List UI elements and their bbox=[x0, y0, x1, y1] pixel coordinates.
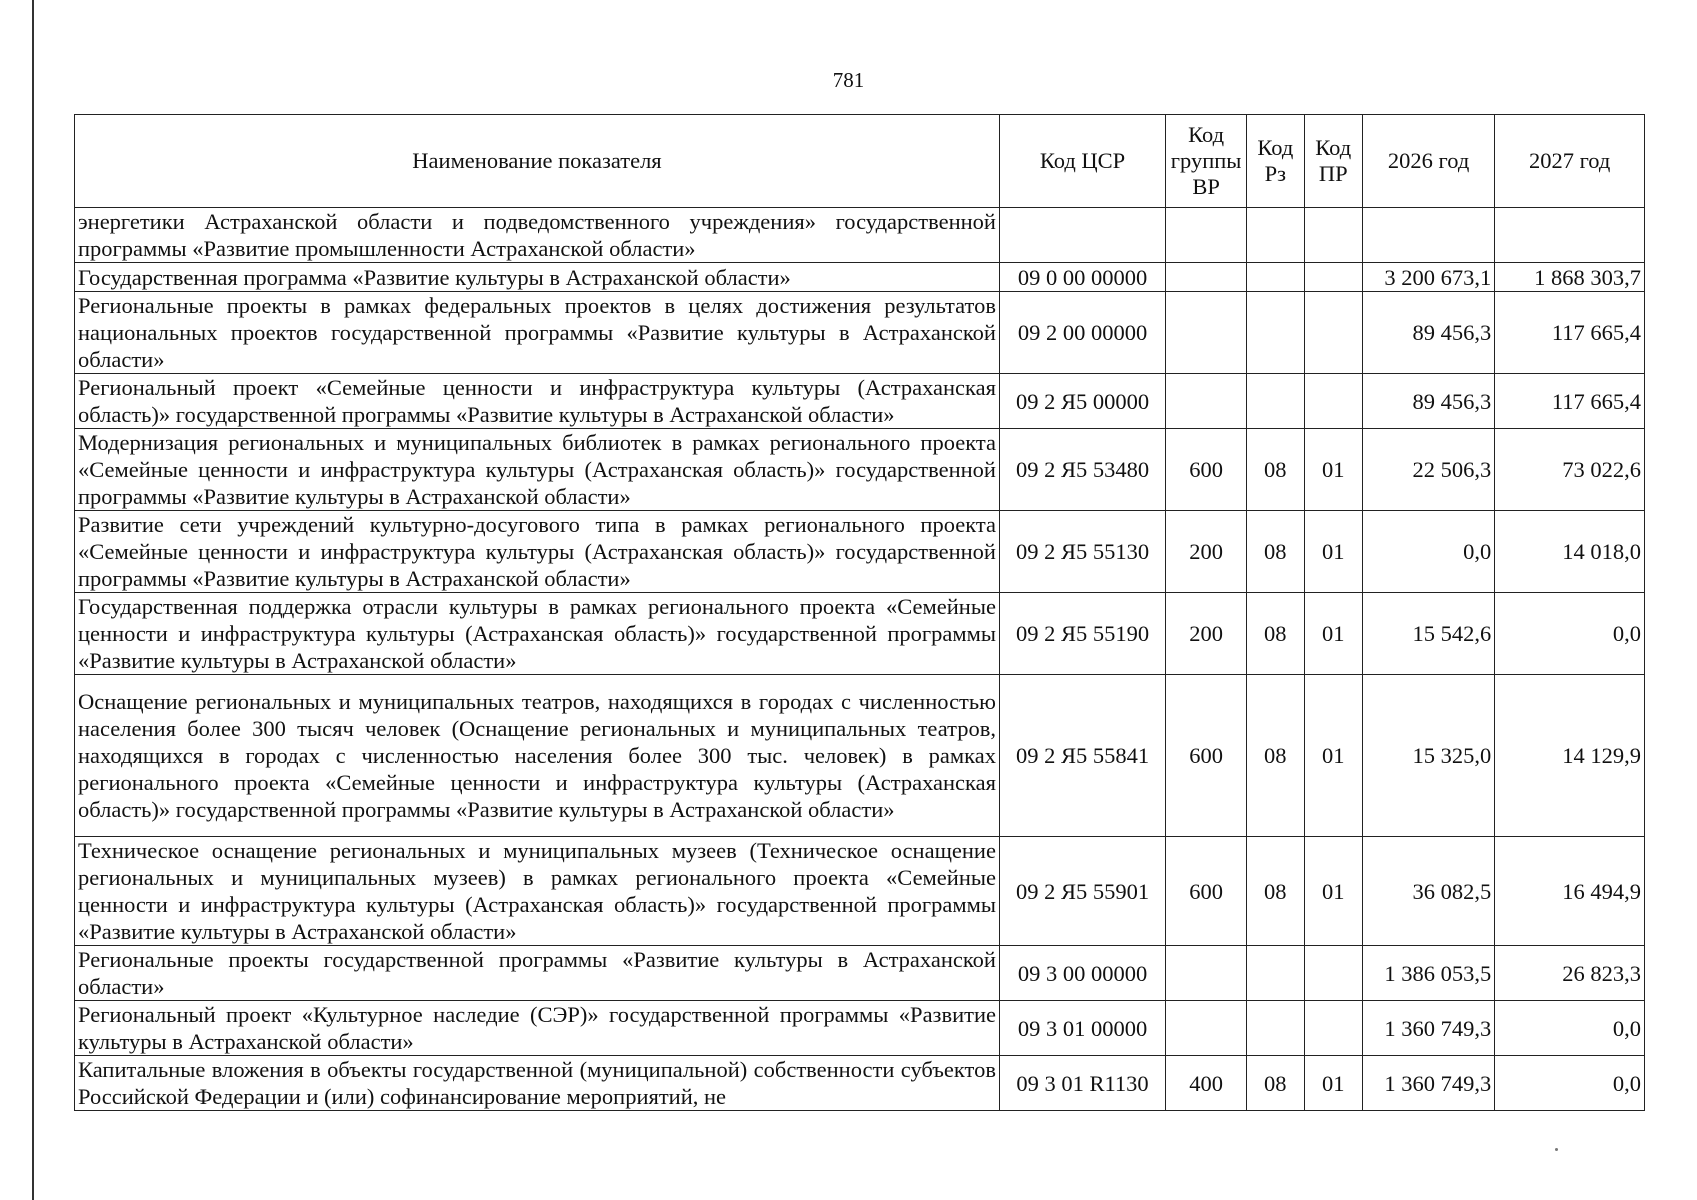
row-name: Государственная поддержка отрасли культуры в рамках регионального проекта «Семейные ценности и инфраструктура культуры (Астраханская область)» государственной программы «Развитие культуры в Астраханской области» bbox=[75, 593, 1000, 675]
header-rz-code: Код Рз bbox=[1247, 115, 1304, 208]
scan-speck bbox=[1555, 1148, 1558, 1151]
row-vr-code bbox=[1166, 263, 1247, 292]
row-value-2026: 0,0 bbox=[1362, 511, 1494, 593]
row-value-2026: 15 542,6 bbox=[1362, 593, 1494, 675]
row-value-2027: 0,0 bbox=[1495, 1056, 1645, 1111]
row-value-2027 bbox=[1495, 208, 1645, 263]
row-pr-code: 01 bbox=[1304, 1056, 1362, 1111]
row-value-2027: 14 129,9 bbox=[1495, 675, 1645, 837]
row-rz-code bbox=[1247, 946, 1304, 1001]
row-rz-code: 08 bbox=[1247, 837, 1304, 946]
header-pr-code: Код ПР bbox=[1304, 115, 1362, 208]
row-rz-code bbox=[1247, 292, 1304, 374]
table-row bbox=[75, 374, 1645, 429]
row-vr-code bbox=[1166, 1001, 1247, 1056]
header-csr-code: Код ЦСР bbox=[999, 115, 1165, 208]
row-csr-code: 09 2 Я5 55190 bbox=[999, 593, 1165, 675]
row-value-2026: 15 325,0 bbox=[1362, 675, 1494, 837]
row-value-2027: 73 022,6 bbox=[1495, 429, 1645, 511]
row-pr-code: 01 bbox=[1304, 511, 1362, 593]
row-name: Региональный проект «Культурное наследие (СЭР)» государственной программы «Развитие культуры в Астраханской области» bbox=[75, 1001, 1000, 1056]
row-csr-code: 09 2 Я5 55901 bbox=[999, 837, 1165, 946]
row-pr-code bbox=[1304, 263, 1362, 292]
row-value-2026: 89 456,3 bbox=[1362, 292, 1494, 374]
row-csr-code: 09 3 01 R1130 bbox=[999, 1056, 1165, 1111]
header-name: Наименование показателя bbox=[75, 115, 1000, 208]
table-row bbox=[75, 263, 1645, 292]
budget-table bbox=[74, 114, 1645, 1111]
row-name: Региональные проекты в рамках федеральных проектов в целях достижения результатов национальных проектов государственной программы «Развитие культуры в Астраханской области» bbox=[75, 292, 1000, 374]
table-header-row bbox=[75, 115, 1645, 208]
row-value-2027: 14 018,0 bbox=[1495, 511, 1645, 593]
row-name: энергетики Астраханской области и подведомственного учреждения» государственной программы «Развитие промышленности Астраханской области» bbox=[75, 208, 1000, 263]
row-value-2026 bbox=[1362, 208, 1494, 263]
row-csr-code: 09 2 00 00000 bbox=[999, 292, 1165, 374]
row-value-2026: 1 360 749,3 bbox=[1362, 1001, 1494, 1056]
row-value-2027: 0,0 bbox=[1495, 1001, 1645, 1056]
table-row bbox=[75, 511, 1645, 593]
row-rz-code bbox=[1247, 1001, 1304, 1056]
row-csr-code: 09 2 Я5 00000 bbox=[999, 374, 1165, 429]
row-value-2026: 3 200 673,1 bbox=[1362, 263, 1494, 292]
row-rz-code: 08 bbox=[1247, 429, 1304, 511]
header-year-2027: 2027 год bbox=[1495, 115, 1645, 208]
table-row bbox=[75, 429, 1645, 511]
row-vr-code: 200 bbox=[1166, 511, 1247, 593]
row-rz-code bbox=[1247, 208, 1304, 263]
row-vr-code: 600 bbox=[1166, 429, 1247, 511]
table-row bbox=[75, 837, 1645, 946]
row-csr-code: 09 3 00 00000 bbox=[999, 946, 1165, 1001]
row-name: Региональные проекты государственной программы «Развитие культуры в Астраханской области» bbox=[75, 946, 1000, 1001]
row-name: Развитие сети учреждений культурно-досугового типа в рамках регионального проекта «Семейные ценности и инфраструктура культуры (Астраханская область)» государственной программы «Развитие культуры в Астраханской области» bbox=[75, 511, 1000, 593]
row-rz-code: 08 bbox=[1247, 1056, 1304, 1111]
row-vr-code bbox=[1166, 292, 1247, 374]
page-number: 781 bbox=[832, 68, 865, 92]
table-row bbox=[75, 208, 1645, 263]
table-row bbox=[75, 292, 1645, 374]
row-rz-code: 08 bbox=[1247, 675, 1304, 837]
row-rz-code: 08 bbox=[1247, 511, 1304, 593]
row-csr-code: 09 3 01 00000 bbox=[999, 1001, 1165, 1056]
row-rz-code: 08 bbox=[1247, 593, 1304, 675]
table-row bbox=[75, 593, 1645, 675]
row-vr-code: 400 bbox=[1166, 1056, 1247, 1111]
row-value-2027: 117 665,4 bbox=[1495, 292, 1645, 374]
row-pr-code bbox=[1304, 1001, 1362, 1056]
row-value-2026: 1 386 053,5 bbox=[1362, 946, 1494, 1001]
row-rz-code bbox=[1247, 374, 1304, 429]
row-vr-code: 200 bbox=[1166, 593, 1247, 675]
row-value-2026: 22 506,3 bbox=[1362, 429, 1494, 511]
row-value-2027: 117 665,4 bbox=[1495, 374, 1645, 429]
row-pr-code: 01 bbox=[1304, 593, 1362, 675]
header-vr-code: Код группы ВР bbox=[1166, 115, 1247, 208]
row-name: Техническое оснащение региональных и муниципальных музеев (Техническое оснащение региональных и муниципальных музеев) в рамках регионального проекта «Семейные ценности и инфраструктура культуры (Астраханская область)» государственной программы «Развитие культуры в Астраханской области» bbox=[75, 837, 1000, 946]
row-name: Капитальные вложения в объекты государственной (муниципальной) собственности субъектов Российской Федерации и (или) софинансирование мероприятий, не bbox=[75, 1056, 1000, 1111]
row-pr-code: 01 bbox=[1304, 675, 1362, 837]
row-vr-code bbox=[1166, 946, 1247, 1001]
row-value-2027: 16 494,9 bbox=[1495, 837, 1645, 946]
row-pr-code bbox=[1304, 208, 1362, 263]
row-name: Оснащение региональных и муниципальных театров, находящихся в городах с численностью населения более 300 тысяч человек (Оснащение региональных и муниципальных театров, находящихся в городах с численностью населения более 300 тыс. человек) в рамках регионального проекта «Семейные ценности и инфраструктура культуры (Астраханская область)» государственной программы «Развитие культуры в Астраханской области» bbox=[75, 675, 1000, 837]
row-pr-code: 01 bbox=[1304, 837, 1362, 946]
table-row bbox=[75, 1056, 1645, 1111]
row-value-2027: 1 868 303,7 bbox=[1495, 263, 1645, 292]
row-value-2026: 89 456,3 bbox=[1362, 374, 1494, 429]
row-value-2027: 0,0 bbox=[1495, 593, 1645, 675]
row-vr-code: 600 bbox=[1166, 675, 1247, 837]
table-row bbox=[75, 675, 1645, 837]
row-pr-code bbox=[1304, 292, 1362, 374]
row-vr-code bbox=[1166, 208, 1247, 263]
page-left-edge-rule bbox=[32, 0, 34, 1200]
row-csr-code: 09 0 00 00000 bbox=[999, 263, 1165, 292]
row-name: Государственная программа «Развитие культуры в Астраханской области» bbox=[75, 263, 1000, 292]
row-vr-code bbox=[1166, 374, 1247, 429]
row-pr-code: 01 bbox=[1304, 429, 1362, 511]
row-name: Модернизация региональных и муниципальных библиотек в рамках регионального проекта «Семейные ценности и инфраструктура культуры (Астраханская область)» государственной программы «Развитие культуры в Астраханской области» bbox=[75, 429, 1000, 511]
row-value-2027: 26 823,3 bbox=[1495, 946, 1645, 1001]
row-csr-code bbox=[999, 208, 1165, 263]
row-value-2026: 36 082,5 bbox=[1362, 837, 1494, 946]
table-row bbox=[75, 1001, 1645, 1056]
row-csr-code: 09 2 Я5 53480 bbox=[999, 429, 1165, 511]
row-csr-code: 09 2 Я5 55841 bbox=[999, 675, 1165, 837]
row-pr-code bbox=[1304, 946, 1362, 1001]
row-name: Региональный проект «Семейные ценности и инфраструктура культуры (Астраханская область)» государственной программы «Развитие культуры в Астраханской области» bbox=[75, 374, 1000, 429]
row-pr-code bbox=[1304, 374, 1362, 429]
row-value-2026: 1 360 749,3 bbox=[1362, 1056, 1494, 1111]
row-vr-code: 600 bbox=[1166, 837, 1247, 946]
table-row bbox=[75, 946, 1645, 1001]
row-rz-code bbox=[1247, 263, 1304, 292]
row-csr-code: 09 2 Я5 55130 bbox=[999, 511, 1165, 593]
header-year-2026: 2026 год bbox=[1362, 115, 1494, 208]
